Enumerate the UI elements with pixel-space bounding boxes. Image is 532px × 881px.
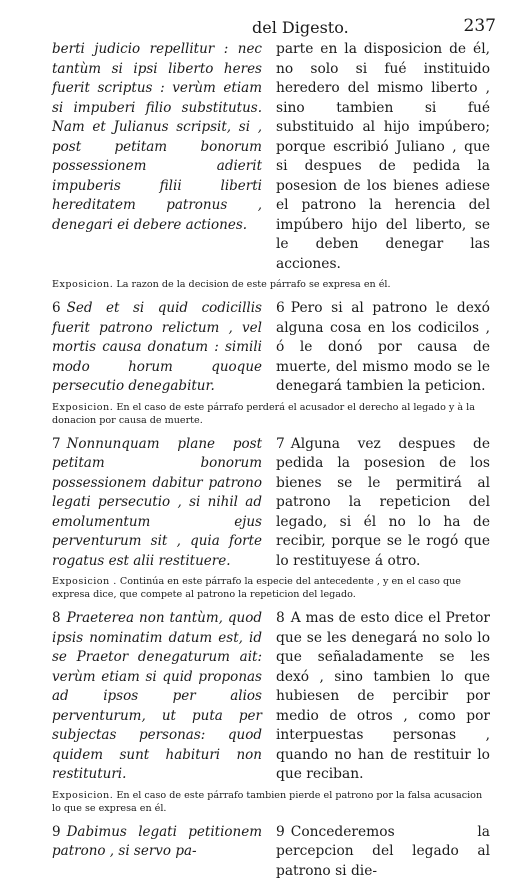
latin-body: Dabimus legati petitionem patrono , si servo pa-: [52, 824, 262, 860]
page-header: [52, 14, 490, 40]
latin-text: berti judicio repellitur : nec tantùm si ipsi liberto heres fuerit scriptus : verùm etiam si impuberi filio substitutus. Nam et Julianus scripsit, si , post petitam bonorum possessionem adierit impuberis filii liberti hereditatem patronus , denegari ei debere actiones.: [52, 40, 262, 274]
exposition-note: [52, 401, 490, 427]
spanish-text: [276, 299, 490, 397]
section-number: 7: [276, 436, 285, 452]
section-9: [52, 823, 490, 881]
section-8: [52, 609, 490, 785]
page-number: 237: [464, 16, 496, 36]
exposition-label: Exposicion.: [52, 402, 113, 413]
spanish-text: [276, 823, 490, 881]
running-title: del Digesto.: [252, 18, 349, 37]
spanish-body: Pero si al patrono le dexó alguna cosa en los codicilos , ó le donó por causa de muerte, del mismo modo se le denegará tambien la peticion.: [276, 300, 490, 394]
exposition-text: La razon de la decision de este párrafo se expresa en él.: [116, 279, 390, 290]
section-7: [52, 435, 490, 572]
latin-body: Nonnunquam plane post petitam bonorum possessionem dabitur patrono legati persecutio , si nihil ad emolumentum ejus perventurum sit , quia forte rogatus est alii restituere.: [52, 436, 262, 569]
section-number: 8: [276, 610, 285, 626]
spanish-text: parte en la disposicion de él, no solo si fué instituido heredero del mismo liberto , sino tambien si fué substituido al hijo impúbero; porque escribió Juliano , que si despues de pedida la posesion de los bienes adiese el patrono la herencia del impúbero hijo del liberto, se le deben denegar las acciones.: [276, 40, 490, 274]
exposition-text: En el caso de este párrafo perderá el acusador el derecho al legado y à la donacion por causa de muerte.: [52, 402, 475, 426]
latin-text: [52, 435, 262, 572]
exposition-label: Exposicion.: [52, 279, 113, 290]
section-continuation: [52, 40, 490, 274]
latin-text: [52, 299, 262, 397]
section-number: 9: [276, 824, 285, 840]
latin-text: [52, 823, 262, 881]
latin-body: Praeterea non tantùm, quod ipsis nominatim datum est, id se Praetor denegaturum ait: verùm etiam si quid proponas ad ipsos per alios perventurum, ut puta per subjectas personas: quod quidem sunt habituri non restituturi.: [52, 610, 262, 782]
section-number: 6: [276, 300, 285, 316]
section-6: [52, 299, 490, 397]
exposition-label: Exposicion.: [52, 790, 113, 801]
latin-text: [52, 609, 262, 785]
exposition-label: Exposicion .: [52, 576, 117, 587]
section-number: 6: [52, 300, 61, 316]
section-number: 9: [52, 824, 61, 840]
spanish-text: [276, 609, 490, 785]
spanish-body: Alguna vez despues de pedida la posesion de los bienes se le permitirá al patrono la repeticion del legado, si él no lo ha de recibir, porque se le rogó que lo restituyese á otro.: [276, 436, 490, 569]
section-number: 8: [52, 610, 61, 626]
exposition-note: [52, 575, 490, 601]
exposition-text: En el caso de este párrafo tambien pierde el patrono por la falsa acusacion lo que se expresa en él.: [52, 790, 482, 814]
latin-body: Sed et si quid codicillis fuerit patrono relictum , vel mortis causa donatum : simili modo horum quoque persecutio denegabitur.: [52, 300, 262, 394]
section-number: 7: [52, 436, 61, 452]
spanish-text: [276, 435, 490, 572]
exposition-note: [52, 278, 490, 291]
exposition-text: Continúa en este párrafo la especie del antecedente , y en el caso que expresa dice, que compete al patrono la repeticion del legado.: [52, 576, 461, 600]
spanish-body: Concederemos la percepcion del legado al patrono si die-: [276, 824, 490, 879]
exposition-note: [52, 789, 490, 815]
spanish-body: A mas de esto dice el Pretor que se les denegará no solo lo que señaladamente se les dexó , sino tambien lo que hubiesen de percibir por medio de otros , como por interpuestas personas , quando no han de restituir lo que reciban.: [276, 610, 490, 782]
